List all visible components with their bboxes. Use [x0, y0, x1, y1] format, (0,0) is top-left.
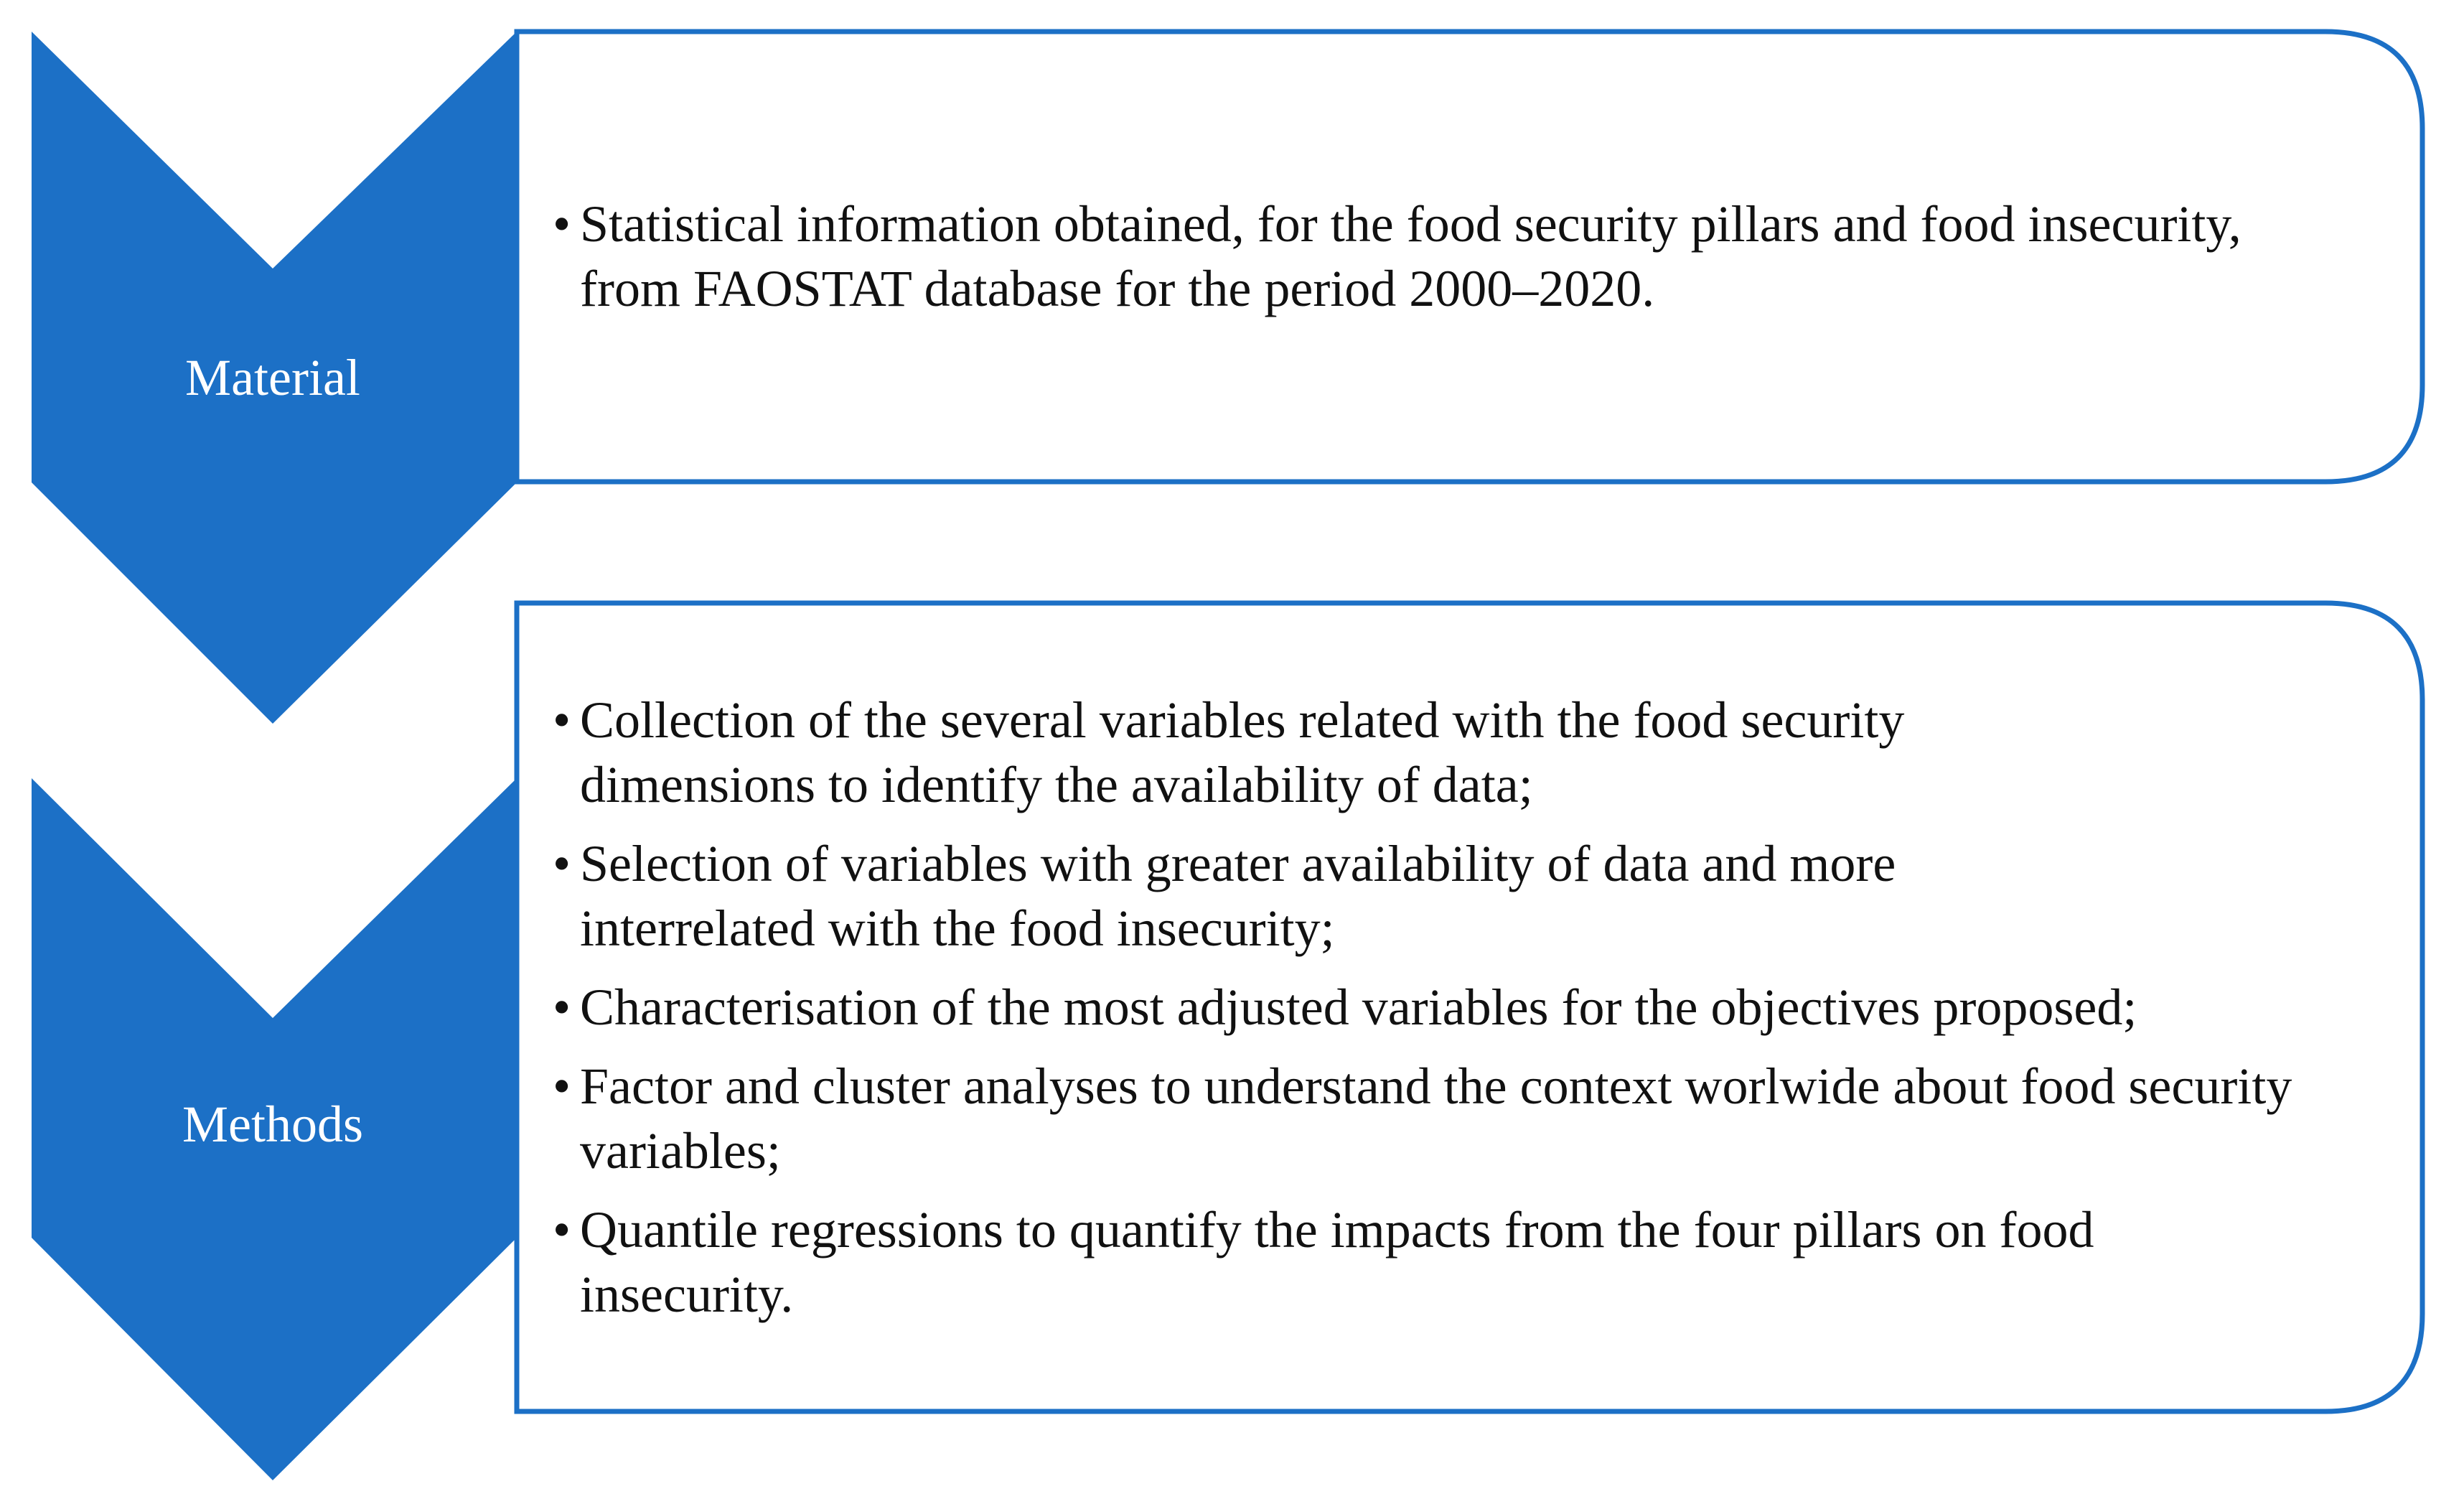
- material-items: [553, 192, 2325, 321]
- methods-item-text: Factor and cluster analyses to understand the context worlwide about food security variables;: [580, 1057, 2292, 1180]
- methods-item-text: Collection of the several variables related with the food security dimensions to identify the availability of data;: [580, 691, 1905, 813]
- methods-item: [553, 1054, 2386, 1183]
- bullet-icon: •: [553, 835, 571, 892]
- methods-item: [553, 975, 2386, 1040]
- methods-items: [553, 688, 2386, 1327]
- bullet-icon: •: [553, 691, 571, 749]
- methods-item-text: Selection of variables with greater availability of data and more interrelated with the food insecurity;: [580, 835, 1896, 957]
- methods-item: [553, 688, 2386, 817]
- methods-item: [553, 1197, 2386, 1327]
- bullet-icon: •: [553, 1201, 571, 1258]
- material-stage-label: Material: [185, 349, 360, 406]
- material-item-text: Statistical information obtained, for the food security pillars and food insecurity, from FAOSTAT database for the period 2000–2020.: [580, 195, 2242, 317]
- methods-item: [553, 831, 2386, 961]
- bullet-icon: •: [553, 195, 571, 253]
- material-item: [553, 192, 2325, 321]
- methods-item-text: Characterisation of the most adjusted variables for the objectives proposed;: [580, 979, 2137, 1036]
- bullet-icon: •: [553, 1057, 571, 1115]
- methods-item-text: Quantile regressions to quantify the impacts from the four pillars on food insecurity.: [580, 1201, 2094, 1323]
- methods-stage-label: Methods: [182, 1096, 363, 1153]
- bullet-icon: •: [553, 979, 571, 1036]
